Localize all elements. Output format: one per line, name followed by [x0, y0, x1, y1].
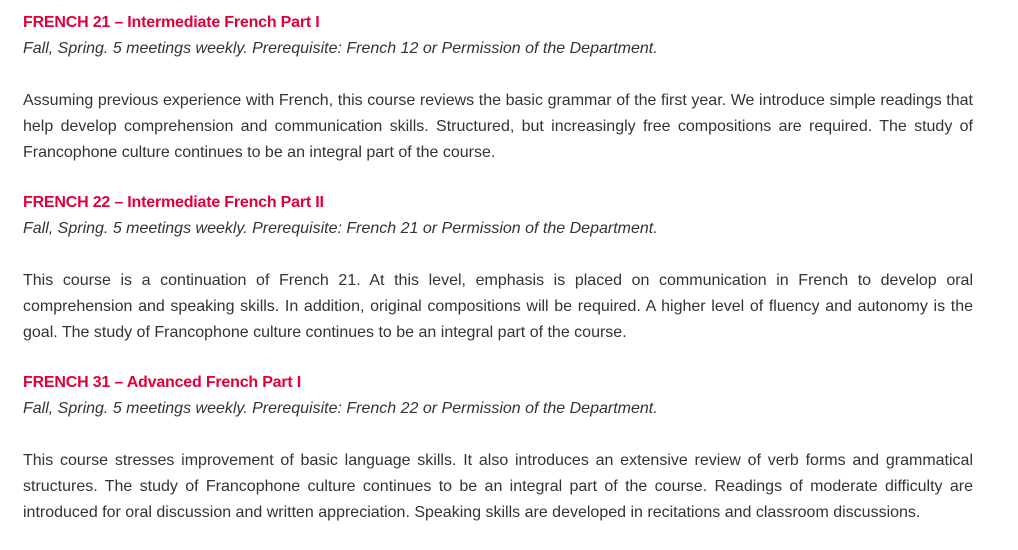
course-title: FRENCH 22 – Intermediate French Part II — [23, 194, 324, 211]
course-meta: Fall, Spring. 5 meetings weekly. Prerequisite: French 21 or Permission of the Department. — [23, 220, 658, 237]
course-french-22 — [23, 190, 973, 346]
course-description: This course is a continuation of French 21. At this level, emphasis is placed on communication in French to develop oral comprehension and speaking skills. In addition, original compositions will be required. A higher level of fluency and autonomy is the goal. The study of Francophone culture continues to be an integral part of the course. — [23, 272, 973, 341]
course-description: Assuming previous experience with French, this course reviews the basic grammar of the first year. We introduce simple readings that help develop comprehension and communication skills. Structured, but increasingly free compositions are required. The study of Francophone culture continues to be an integral part of the course. — [23, 92, 973, 161]
course-french-21 — [23, 10, 973, 166]
course-listing — [23, 10, 973, 550]
course-french-31 — [23, 370, 973, 526]
course-title: FRENCH 21 – Intermediate French Part I — [23, 14, 320, 31]
course-description: This course stresses improvement of basic language skills. It also introduces an extensive review of verb forms and grammatical structures. The study of Francophone culture continues to be an integral part of the course. Readings of moderate difficulty are introduced for oral discussion and written appreciation. Speaking skills are developed in recitations and classroom discussions. — [23, 452, 973, 521]
course-title: FRENCH 31 – Advanced French Part I — [23, 374, 302, 391]
course-meta: Fall, Spring. 5 meetings weekly. Prerequisite: French 12 or Permission of the Department. — [23, 40, 658, 57]
course-meta: Fall, Spring. 5 meetings weekly. Prerequisite: French 22 or Permission of the Department. — [23, 400, 658, 417]
